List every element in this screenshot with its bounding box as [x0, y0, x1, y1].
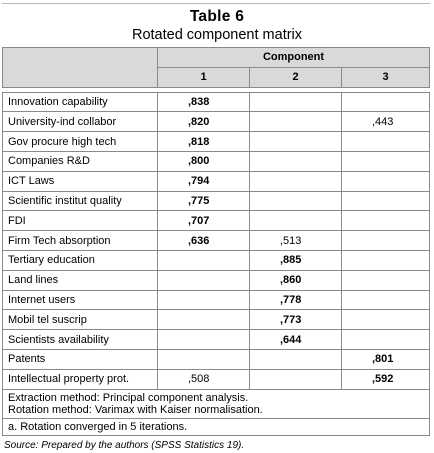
matrix-body — [3, 87, 430, 389]
row-label: University-ind collabor — [3, 112, 158, 132]
loading-cell — [250, 112, 342, 132]
loading-cell — [250, 132, 342, 152]
table-row — [3, 349, 430, 369]
loading-cell: ,794 — [158, 171, 250, 191]
component-col-3: 3 — [342, 67, 430, 87]
table-row — [3, 211, 430, 231]
loading-cell: ,885 — [250, 250, 342, 270]
row-label: Land lines — [3, 270, 158, 290]
loading-cell — [250, 349, 342, 369]
top-rule — [2, 3, 430, 4]
row-label: Mobil tel suscrip — [3, 310, 158, 330]
loading-cell: ,820 — [158, 112, 250, 132]
loading-cell: ,838 — [158, 92, 250, 112]
loading-cell: ,644 — [250, 330, 342, 350]
convergence-note: a. Rotation converged in 5 iterations. — [3, 418, 430, 435]
loading-cell — [158, 310, 250, 330]
table-row — [3, 270, 430, 290]
row-label: Companies R&D — [3, 151, 158, 171]
component-col-2: 2 — [250, 67, 342, 87]
row-label: Intellectual property prot. — [3, 369, 158, 389]
table-row — [3, 171, 430, 191]
loading-cell — [342, 211, 430, 231]
row-label: Scientists availability — [3, 330, 158, 350]
row-label: Innovation capability — [3, 92, 158, 112]
row-label: Patents — [3, 349, 158, 369]
method-note — [3, 389, 430, 418]
component-header: Component — [158, 48, 430, 68]
loading-cell — [342, 92, 430, 112]
loading-cell — [342, 250, 430, 270]
table-row — [3, 231, 430, 251]
loading-cell — [158, 250, 250, 270]
table-number: Table 6 — [189, 8, 245, 25]
row-label: Scientific institut quality — [3, 191, 158, 211]
loading-cell: ,775 — [158, 191, 250, 211]
loading-cell — [158, 270, 250, 290]
loading-cell — [342, 310, 430, 330]
loading-cell: ,513 — [250, 231, 342, 251]
table-row — [3, 310, 430, 330]
loading-cell — [342, 330, 430, 350]
header-corner — [3, 48, 158, 88]
loading-cell: ,778 — [250, 290, 342, 310]
row-label: FDI — [3, 211, 158, 231]
loading-cell — [158, 349, 250, 369]
loading-cell — [342, 231, 430, 251]
loading-cell — [250, 369, 342, 389]
loading-cell — [250, 171, 342, 191]
table-row — [3, 330, 430, 350]
table-row — [3, 191, 430, 211]
table-row — [3, 132, 430, 152]
table-row — [3, 151, 430, 171]
row-label: Gov procure high tech — [3, 132, 158, 152]
loading-cell — [250, 191, 342, 211]
loading-cell — [250, 92, 342, 112]
loading-cell — [250, 211, 342, 231]
loading-cell: ,801 — [342, 349, 430, 369]
extraction-method: Extraction method: Principal component analysis. — [8, 391, 249, 404]
rotation-method: Rotation method: Varimax with Kaiser normalisation. — [8, 403, 263, 416]
loading-cell: ,592 — [342, 369, 430, 389]
component-col-1: 1 — [158, 67, 250, 87]
table-caption: Rotated component matrix — [131, 27, 303, 43]
loading-cell — [342, 191, 430, 211]
loading-cell: ,800 — [158, 151, 250, 171]
loading-cell: ,773 — [250, 310, 342, 330]
loading-cell — [342, 171, 430, 191]
table-row — [3, 290, 430, 310]
loading-cell: ,636 — [158, 231, 250, 251]
loading-cell — [158, 330, 250, 350]
table-row — [3, 112, 430, 132]
loading-cell: ,860 — [250, 270, 342, 290]
table-row — [3, 250, 430, 270]
loading-cell — [342, 132, 430, 152]
row-label: Internet users — [3, 290, 158, 310]
table-row — [3, 369, 430, 389]
row-label: Firm Tech absorption — [3, 231, 158, 251]
loading-cell — [342, 151, 430, 171]
loading-cell: ,508 — [158, 369, 250, 389]
row-label: ICT Laws — [3, 171, 158, 191]
source-note: Source: Prepared by the authors (SPSS Statistics 19). — [4, 440, 245, 451]
loading-cell — [342, 290, 430, 310]
loading-cell: ,443 — [342, 112, 430, 132]
table-row — [3, 92, 430, 112]
loading-cell — [342, 270, 430, 290]
loading-cell: ,818 — [158, 132, 250, 152]
rotated-component-matrix-table — [2, 47, 430, 436]
row-label: Tertiary education — [3, 250, 158, 270]
loading-cell: ,707 — [158, 211, 250, 231]
loading-cell — [250, 151, 342, 171]
loading-cell — [158, 290, 250, 310]
